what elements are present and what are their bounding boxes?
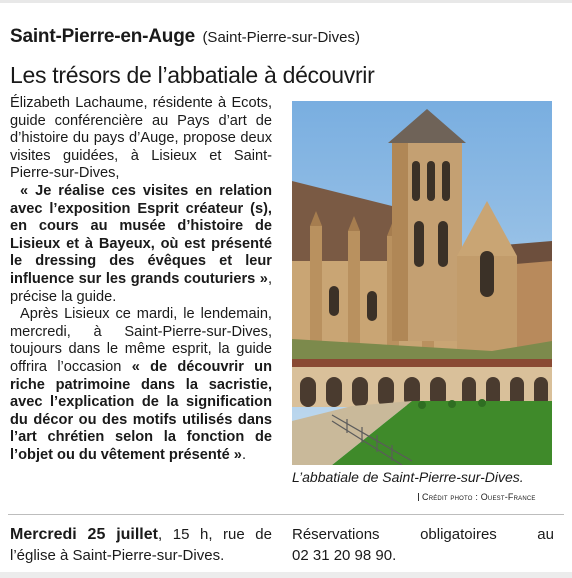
reservation-info (292, 524, 554, 566)
paragraph-visit (10, 306, 272, 464)
visit-text: Après Lisieux ce mardi, le lendemain, mercredi, à Saint-Pierre-sur-Dives, toujours dans le même esprit, la guide offrira l’occasion (10, 306, 272, 375)
abbey-photo (292, 101, 552, 465)
paragraph-quote (10, 183, 272, 306)
paragraph-intro: Élizabeth Lachaume, résidente à Ecots, guide conférencière au Pays d’art de d’histoire du pays d’Auge, propose deux visites guidées, à Lisieux et Saint-Pierre-sur-Dives, (10, 95, 272, 182)
photo-credit (418, 492, 536, 502)
event-date-line (10, 524, 272, 545)
article-headline: Les trésors de l’abbatiale à découvrir (10, 62, 375, 88)
town-subtitle: (Saint-Pierre-sur-Dives) (202, 29, 360, 46)
event-date: Mercredi 25 juillet (10, 526, 158, 543)
abbey-illustration (292, 101, 552, 465)
event-place-line: l’église à Saint-Pierre-sur-Dives. (10, 547, 225, 564)
event-info (10, 524, 272, 566)
credit-bar (418, 493, 419, 501)
article-kicker (10, 26, 360, 48)
event-time-place: , 15 h, rue de (157, 526, 272, 543)
section-divider (8, 514, 564, 515)
visit-end: . (241, 446, 246, 463)
visit-quote: « de découvrir un riche patrimoine dans la sacristie, avec l’explication de la signification du décor ou des motifs utilisés dans l’art chrétien selon la fonction de l’objet ou du vêtement présenté » (10, 358, 272, 463)
guide-quote: « Je réalise ces visites en relation avec l’exposition Esprit créateur (s), en cours au musée d’histoire de Lisieux et à Bayeux, où est présenté le dressing des évêques et leur influence sur les grands couturiers » (10, 182, 272, 287)
bottom-rule (0, 572, 572, 578)
quote-attribution: , précise la guide. (10, 270, 272, 305)
photo-caption: L’abbatiale de Saint-Pierre-sur-Dives. (292, 469, 524, 485)
top-rule (0, 0, 572, 3)
photo-credit-text: Crédit photo : Ouest-France (422, 492, 536, 502)
reservation-text: Réservations obligatoires au (292, 526, 554, 543)
article-body (10, 95, 272, 464)
town-name: Saint-Pierre-en-Auge (10, 26, 195, 47)
reservation-phone: 02 31 20 98 90. (292, 547, 397, 564)
